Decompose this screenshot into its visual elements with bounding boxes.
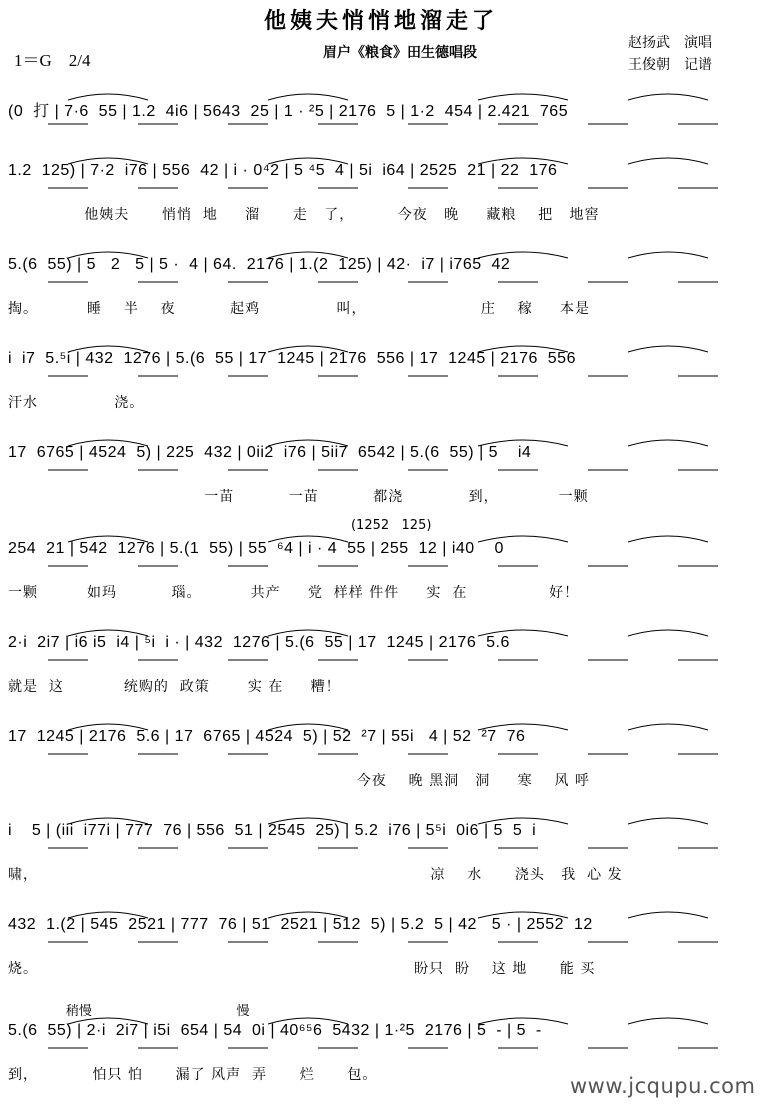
duration-underlines: [8, 656, 754, 666]
duration-underlines: [8, 466, 754, 476]
duration-underlines: [8, 184, 754, 194]
notation-line: 1.2 125) | 7·2 i76 | 556 42 | i · 0⁴2 | 5 ⁴5 4 | 5i i64 | 2525 21 | 22 176: [8, 162, 558, 179]
site-watermark: www.jcqupu.com: [570, 1074, 756, 1098]
duration-underlines: [8, 750, 754, 760]
lyrics-line: 一颗 如玛 瑙。 共产 党 样样 件件 实 在 好！: [8, 585, 580, 601]
notation-line: (0 打 | 7·6 55 | 1.2 4i6 | 5643 25 | 1 · ²5 | 2176 5 | 1·2 454 | 2.421 765: [8, 103, 569, 120]
score-system: [8, 162, 754, 258]
notation-line: 17 1245 | 2176 5.6 | 17 6765 | 4524 5) | 52 ²7 | 55i 4 | 52 ²7 76: [8, 728, 526, 745]
duration-underlines: [8, 372, 754, 382]
lyrics-line: 烧。 盼只 盼 这 地 能 买: [8, 961, 596, 977]
notation-line: 17 6765 | 4524 5) | 225 432 | 0ii2 i76 | 5ii7 6542 | 5.(6 55) | 5 i4: [8, 444, 532, 461]
key-signature: 1＝G 2/4: [14, 51, 91, 70]
lyrics-line: 掏。 睡 半 夜 起鸡 叫， 庄 稼 本是: [8, 301, 590, 317]
duration-underlines: [8, 1044, 754, 1054]
duration-underlines: [8, 278, 754, 288]
duration-underlines: [8, 120, 754, 130]
tempo-marks: 稍慢 慢: [8, 1004, 250, 1019]
tempo-marks: (1252 125): [8, 518, 432, 533]
duration-underlines: [8, 938, 754, 948]
notation-line: 2·i 2i7 | i6 i5 i4 | ⁵i i · | 432 1276 | 5.(6 55 | 17 1245 | 2176 5.6: [8, 634, 510, 651]
lyrics-line: 他姨夫 悄悄 地 溜 走 了， 今夜 晚 藏粮 把 地窖: [8, 207, 600, 223]
lyrics-line: 汗水 浇。: [8, 395, 145, 411]
lyrics-line: 一苗 一苗 都浇 到， 一颗: [8, 489, 589, 505]
duration-underlines: [8, 562, 754, 572]
score-system: [8, 350, 754, 446]
score-system: [8, 728, 754, 824]
lyrics-line: 到， 怕只 怕 漏了 风声 弄 烂 包。: [8, 1067, 378, 1083]
singer-credit: 赵扬武 演唱: [628, 35, 712, 51]
duration-underlines: [8, 844, 754, 854]
credits: [628, 32, 712, 76]
score-system: [8, 256, 754, 352]
notation-line: i i7 5.⁵i | 432 1276 | 5.(6 55 | 17 1245 | 2176 556 | 17 1245 | 2176 556: [8, 350, 576, 367]
score-system: [8, 822, 754, 918]
song-subtitle: 眉户《粮食》田生德唱段: [323, 45, 477, 61]
notation-line: 432 1.(2 | 545 2521 | 777 76 | 51 2521 | 512 5) | 5.2 5 | 42 5 · | 2552 12: [8, 916, 593, 933]
notation-line: i 5 | (iii i77i | 777 76 | 556 51 | 2545 25) | 5.2 i76 | 5⁵i 0i6 | 5 5 i: [8, 822, 537, 839]
notation-line: 254 21 | 542 1276 | 5.(1 55) | 55 ⁶4 | i · 4 55 | 255 12 | i40 0: [8, 540, 504, 557]
lyrics-line: 就是 这 统购的 政策 实 在 糟！: [8, 679, 341, 695]
score-system: [8, 518, 754, 636]
notation-line: 5.(6 55) | 2·i 2i7 | i5i 654 | 54 0i | 40⁶⁵6 5432 | 1·²5 2176 | 5 - | 5 -: [8, 1022, 542, 1039]
score-system: [8, 916, 754, 1012]
song-title: 他姨夫悄悄地溜走了: [263, 8, 498, 34]
score-system: [8, 634, 754, 730]
notation-line: 5.(6 55) | 5 2 5 | 5 · 4 | 64. 2176 | 1.(2 125) | 42· i7 | i765 42: [8, 256, 511, 273]
lyrics-line: 今夜 晚 黑洞 洞 寒 风 呼: [8, 773, 590, 789]
score-system: [8, 1004, 754, 1118]
lyrics-line: 啸， 凉 水 浇头 我 心 发: [8, 867, 623, 883]
transcriber-credit: 王俊朝 记谱: [628, 57, 712, 73]
